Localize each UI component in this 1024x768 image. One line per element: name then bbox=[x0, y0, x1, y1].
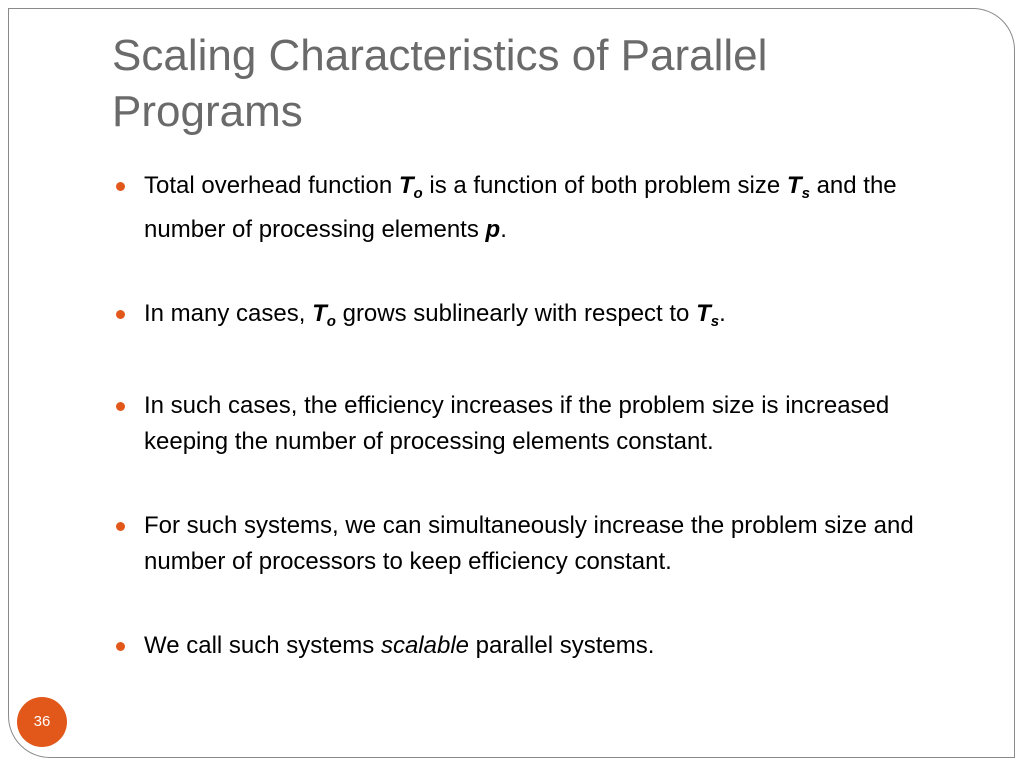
bullet-item bbox=[112, 628, 972, 664]
bullet-text: In many cases, $T_o$ grows sublinearly with respect to $T_s$. bbox=[144, 300, 726, 330]
bullet-item bbox=[112, 508, 972, 580]
bullet-item bbox=[112, 388, 972, 460]
bullet-item bbox=[112, 168, 972, 248]
bullet-text: We call such systems scalable parallel systems. bbox=[144, 632, 655, 659]
bullet-dot-icon bbox=[116, 310, 125, 319]
bullet-text: For such systems, we can simultaneously increase the problem size and number of processors to keep efficiency constant. bbox=[144, 512, 914, 575]
bullet-text: In such cases, the efficiency increases if the problem size is increased keeping the number of processing elements constant. bbox=[144, 392, 890, 455]
bullet-item bbox=[112, 296, 972, 340]
slide-title: Scaling Characteristics of Parallel Programs bbox=[112, 31, 768, 136]
bullet-dot-icon bbox=[116, 182, 125, 191]
bullet-dot-icon bbox=[116, 402, 125, 411]
bullet-list bbox=[112, 168, 972, 712]
bullet-text: Total overhead function $T_o$ is a function of both problem size $T_s$ and the number of processing elements p. bbox=[144, 172, 897, 243]
slide-number-badge: 36 bbox=[17, 697, 67, 747]
bullet-dot-icon bbox=[116, 642, 125, 651]
bullet-dot-icon bbox=[116, 522, 125, 531]
